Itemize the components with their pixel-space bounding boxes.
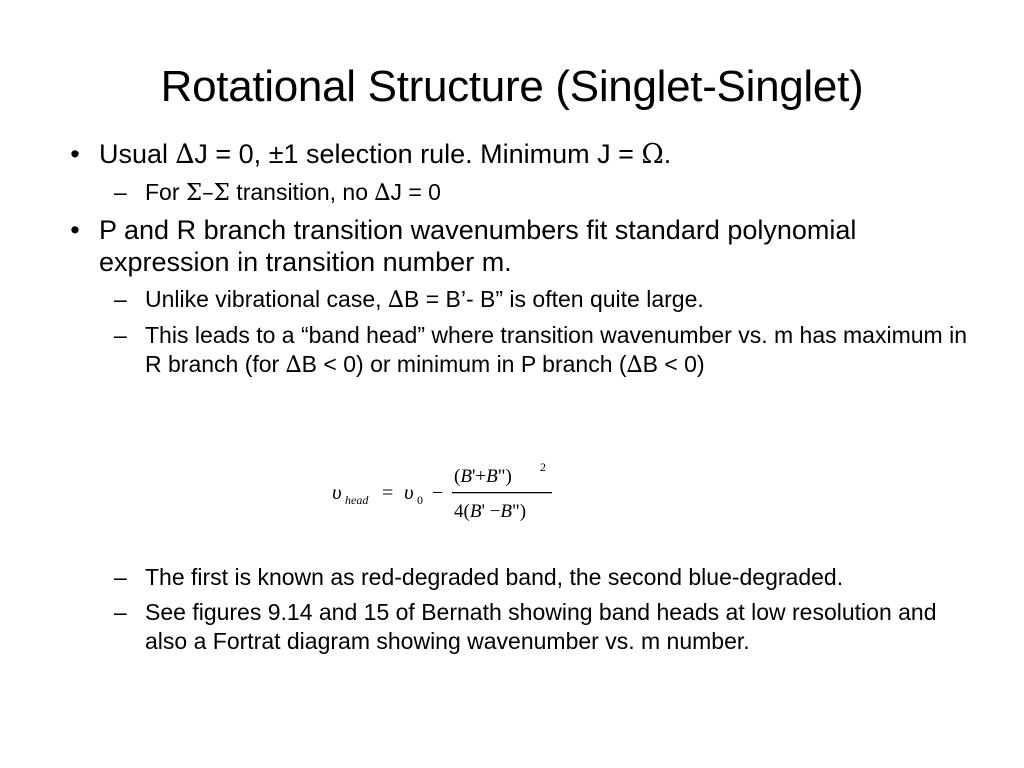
subbullet-delta-b-large <box>62 285 967 315</box>
text-run: B = B’- B” is often quite large. <box>403 285 704 312</box>
subbullet-bernath-figures <box>62 598 967 656</box>
text-run: For <box>145 178 186 205</box>
delta-symbol: ∆ <box>626 351 643 378</box>
bullet-marker: • <box>70 214 80 245</box>
eq-nu-head: υ <box>332 480 342 504</box>
eq-denominator: 4(B' −B") <box>454 501 527 522</box>
bullet-text: P and R branch transition wavenumbers fit standard polynomial expression in transition number m. <box>99 214 857 278</box>
delta-symbol: ∆ <box>387 286 404 313</box>
eq-sub-zero: 0 <box>417 493 423 507</box>
dash-marker: – <box>114 321 127 348</box>
dash-marker: – <box>114 178 127 205</box>
text-run: B < 0) or minimum in P branch ( <box>301 350 627 377</box>
text-run: . <box>663 139 672 169</box>
sigma-sigma-symbol: Σ–Σ <box>185 179 230 206</box>
plus-minus-symbol: ± <box>268 139 284 169</box>
delta-symbol: ∆ <box>285 351 302 378</box>
bullet-selection-rule <box>62 138 967 172</box>
eq-minus: − <box>432 482 444 504</box>
dash-marker: – <box>114 285 127 312</box>
bullet-marker: • <box>70 139 80 169</box>
eq-exponent: 2 <box>540 460 546 474</box>
delta-symbol: ∆ <box>175 139 195 170</box>
text-run: 1 selection rule. Minimum J = <box>283 139 642 169</box>
text-run: B < 0) <box>642 350 705 377</box>
text-run: Unlike vibrational case, <box>145 285 388 312</box>
subbullet-band-head <box>62 321 967 380</box>
eq-numerator: (B'+B") <box>454 466 512 487</box>
eq-nu-zero: υ <box>404 480 414 504</box>
eq-fraction-bar <box>452 492 552 493</box>
text-run: This leads to a “band head” where transition wavenumber vs. m has maximum in R branch (for <box>145 321 967 377</box>
omega-symbol: Ω <box>641 139 664 170</box>
eq-equals: = <box>382 482 394 504</box>
subbullet-text: See figures 9.14 and 15 of Bernath showing band heads at low resolution and also a Fortrat diagram showing wavenumber vs. m number. <box>145 598 937 654</box>
text-run: J = 0 <box>390 178 441 205</box>
bullet-branch-polynomial <box>62 214 967 279</box>
subbullet-text: The first is known as red-degraded band, the second blue-degraded. <box>145 564 844 590</box>
subbullet-sigma-transition <box>62 178 967 208</box>
eq-sub-head: head <box>345 493 369 507</box>
dash-marker: – <box>114 598 127 625</box>
delta-symbol: ∆ <box>374 179 391 206</box>
subbullet-degraded-bands <box>62 563 967 592</box>
band-head-equation <box>330 458 570 528</box>
slide-content-continued <box>62 563 967 662</box>
text-run: transition, no <box>229 178 375 205</box>
slide-title: Rotational Structure (Singlet-Singlet) <box>160 62 864 111</box>
text-run: J = 0, <box>194 139 269 169</box>
text-run: Usual <box>99 139 176 169</box>
dash-marker: – <box>114 564 127 590</box>
slide-content <box>62 138 967 386</box>
